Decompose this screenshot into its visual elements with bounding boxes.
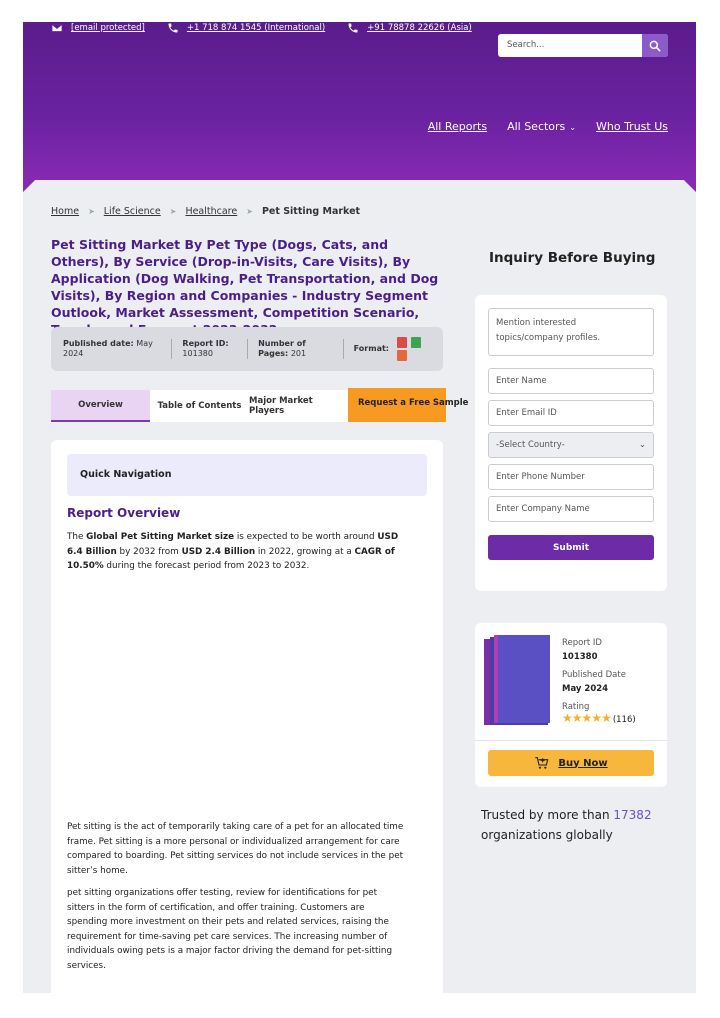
meta-published-value: May 2024: [63, 339, 153, 358]
text-run: The: [67, 532, 87, 542]
contact-bar: [51, 22, 472, 34]
nav-all-sectors[interactable]: [507, 120, 576, 133]
text-run-bold: USD 2.4 Billion: [181, 546, 256, 557]
report-id-label: Report ID: [562, 638, 602, 648]
report-tabs: [51, 388, 469, 422]
meta-format: [344, 337, 431, 361]
pdf-icon: [397, 337, 407, 348]
country-select[interactable]: [488, 432, 654, 458]
tab-table-of-contents[interactable]: Table of Contents: [150, 390, 249, 422]
trusted-prefix: Trusted by more than: [481, 808, 614, 822]
quick-navigation[interactable]: Quick Navigation: [67, 454, 427, 496]
inquiry-form: [475, 295, 667, 591]
page-body: [23, 192, 696, 993]
request-free-sample-button[interactable]: Request a Free Sample: [348, 388, 446, 422]
trusted-count: 17382: [613, 808, 652, 822]
excel-icon: [411, 337, 421, 348]
tab-major-market-players[interactable]: Major Market Players: [249, 390, 348, 422]
meta-published: [63, 339, 172, 359]
search-icon: [648, 39, 662, 53]
chevron-right-icon: ➤: [88, 207, 95, 216]
email-input[interactable]: Enter Email ID: [488, 400, 654, 426]
published-date-value: May 2024: [562, 684, 609, 694]
overview-paragraph-2: Pet sitting is the act of temporarily taking care of a pet for an allocated time frame. Pet sitting is a more personal or individualized arrangement for care compared to boarding. Pet sitting services do not include services in the pet sitter’s home.: [67, 822, 404, 876]
country-select-value: -Select Country-: [496, 440, 565, 450]
overview-paragraph-1: [67, 530, 407, 574]
chevron-right-icon: ➤: [246, 207, 253, 216]
text-run-bold: Global Pet Sitting Market size: [86, 532, 235, 542]
buy-now-label: Buy Now: [558, 757, 608, 769]
overview-paragraph-3: pet sitting organizations offer testing, review for identifications for pet sitters in the form of certification, and offer training. Customers are spending more investment on their pets and related services, raising the requirement for time-saving pet care services. The increasing number of individuals owing pets is a major factor driving the demand for pet-sitting services.: [67, 888, 393, 971]
phone-icon: [167, 22, 179, 34]
topics-textarea[interactable]: Mention interested topics/company profiles.: [488, 308, 654, 356]
meta-pages-value: 201: [290, 349, 307, 358]
trusted-suffix: organizations globally: [481, 828, 613, 842]
ppt-icon: [397, 350, 407, 361]
meta-report-id: [172, 339, 248, 359]
name-input[interactable]: Enter Name: [488, 368, 654, 394]
phone-intl-link[interactable]: +1 718 874 1545 (International): [186, 23, 326, 33]
meta-pages-label: Number of Pages:: [258, 339, 306, 358]
text-run-bold: USD 6.4 Billion: [67, 532, 399, 557]
chevron-right-icon: ➤: [169, 207, 177, 216]
inquiry-title: Inquiry Before Buying: [489, 250, 656, 266]
email-link[interactable]: [email protected]: [71, 23, 145, 33]
cart-icon: [534, 755, 550, 771]
report-title: Pet Sitting Market By Pet Type (Dogs, Cats, and Others), By Service (Drop-in-Visits, Care Visits), By Application (Dog Walking, Pet Transportation, and Dog Visits), By Region and Companies - Industry Segment Outlook, Market Assessment, Competition Scenario,: [51, 237, 439, 320]
breadcrumb-current: Pet Sitting Market: [261, 206, 361, 217]
published-date-label: Published Date: [562, 670, 626, 680]
format-icons: [397, 337, 421, 361]
nav-who-trust-us[interactable]: Who Trust Us: [596, 120, 668, 133]
chevron-down-icon: ⌄: [569, 123, 576, 132]
breadcrumb-home[interactable]: Home: [51, 206, 80, 217]
phone-asia-link[interactable]: +91 78878 22626 (Asia): [367, 23, 472, 33]
breadcrumb: [51, 206, 360, 217]
report-info-card: [475, 623, 667, 787]
rating-stars: [562, 711, 636, 725]
star-icon: ★: [591, 711, 602, 725]
report-cover-image: [484, 635, 551, 727]
phone-icon: [347, 22, 359, 34]
meta-report-id-label: Report ID:: [182, 339, 229, 348]
overview-card: [51, 440, 443, 1000]
contact-email[interactable]: [51, 22, 145, 34]
chevron-down-icon: ⌄: [638, 440, 646, 450]
mail-icon: [51, 22, 63, 34]
meta-pages: [248, 339, 344, 359]
text-run: in 2022, growing at a: [255, 546, 355, 557]
nav-all-reports[interactable]: All Reports: [427, 120, 488, 133]
text-run-bold: CAGR of 10.50%: [67, 546, 395, 571]
search-button[interactable]: [642, 34, 668, 57]
meta-format-label: Format:: [353, 344, 389, 353]
search-input[interactable]: Search...: [507, 40, 545, 50]
contact-phone-intl[interactable]: [167, 22, 325, 34]
tab-overview[interactable]: Overview: [51, 390, 150, 422]
main-nav: [428, 120, 668, 133]
phone-input[interactable]: Enter Phone Number: [488, 464, 654, 490]
report-id-value: 101380: [562, 652, 598, 662]
text-run: by 2032 from: [116, 546, 182, 557]
star-icon: ★: [571, 711, 582, 725]
submit-button[interactable]: Submit: [488, 535, 654, 560]
contact-phone-asia[interactable]: [347, 22, 472, 34]
buy-now-button[interactable]: [488, 750, 654, 776]
report-meta: [51, 327, 443, 371]
company-input[interactable]: Enter Company Name: [488, 496, 654, 522]
nav-all-sectors-label: All Sectors: [507, 120, 566, 133]
breadcrumb-life-science[interactable]: Life Science: [103, 206, 161, 217]
meta-published-label: Published date:: [63, 339, 134, 348]
search-box: [498, 34, 668, 57]
rating-label: Rating: [562, 702, 590, 712]
breadcrumb-healthcare[interactable]: Healthcare: [185, 206, 238, 217]
meta-report-id-value: 101380: [182, 349, 213, 358]
star-icon: ★: [581, 711, 592, 725]
star-icon: ★: [601, 711, 611, 725]
text-run: is expected to be worth around: [234, 532, 378, 542]
rating-count: (116): [612, 715, 636, 725]
text-run: during the forecast period from 2023 to 2032.: [103, 561, 310, 571]
divider: [475, 740, 667, 741]
star-icon: ★: [562, 711, 572, 725]
site-header: [23, 22, 696, 192]
report-overview-heading: Report Overview: [67, 506, 181, 520]
trusted-by-text: [481, 805, 671, 845]
